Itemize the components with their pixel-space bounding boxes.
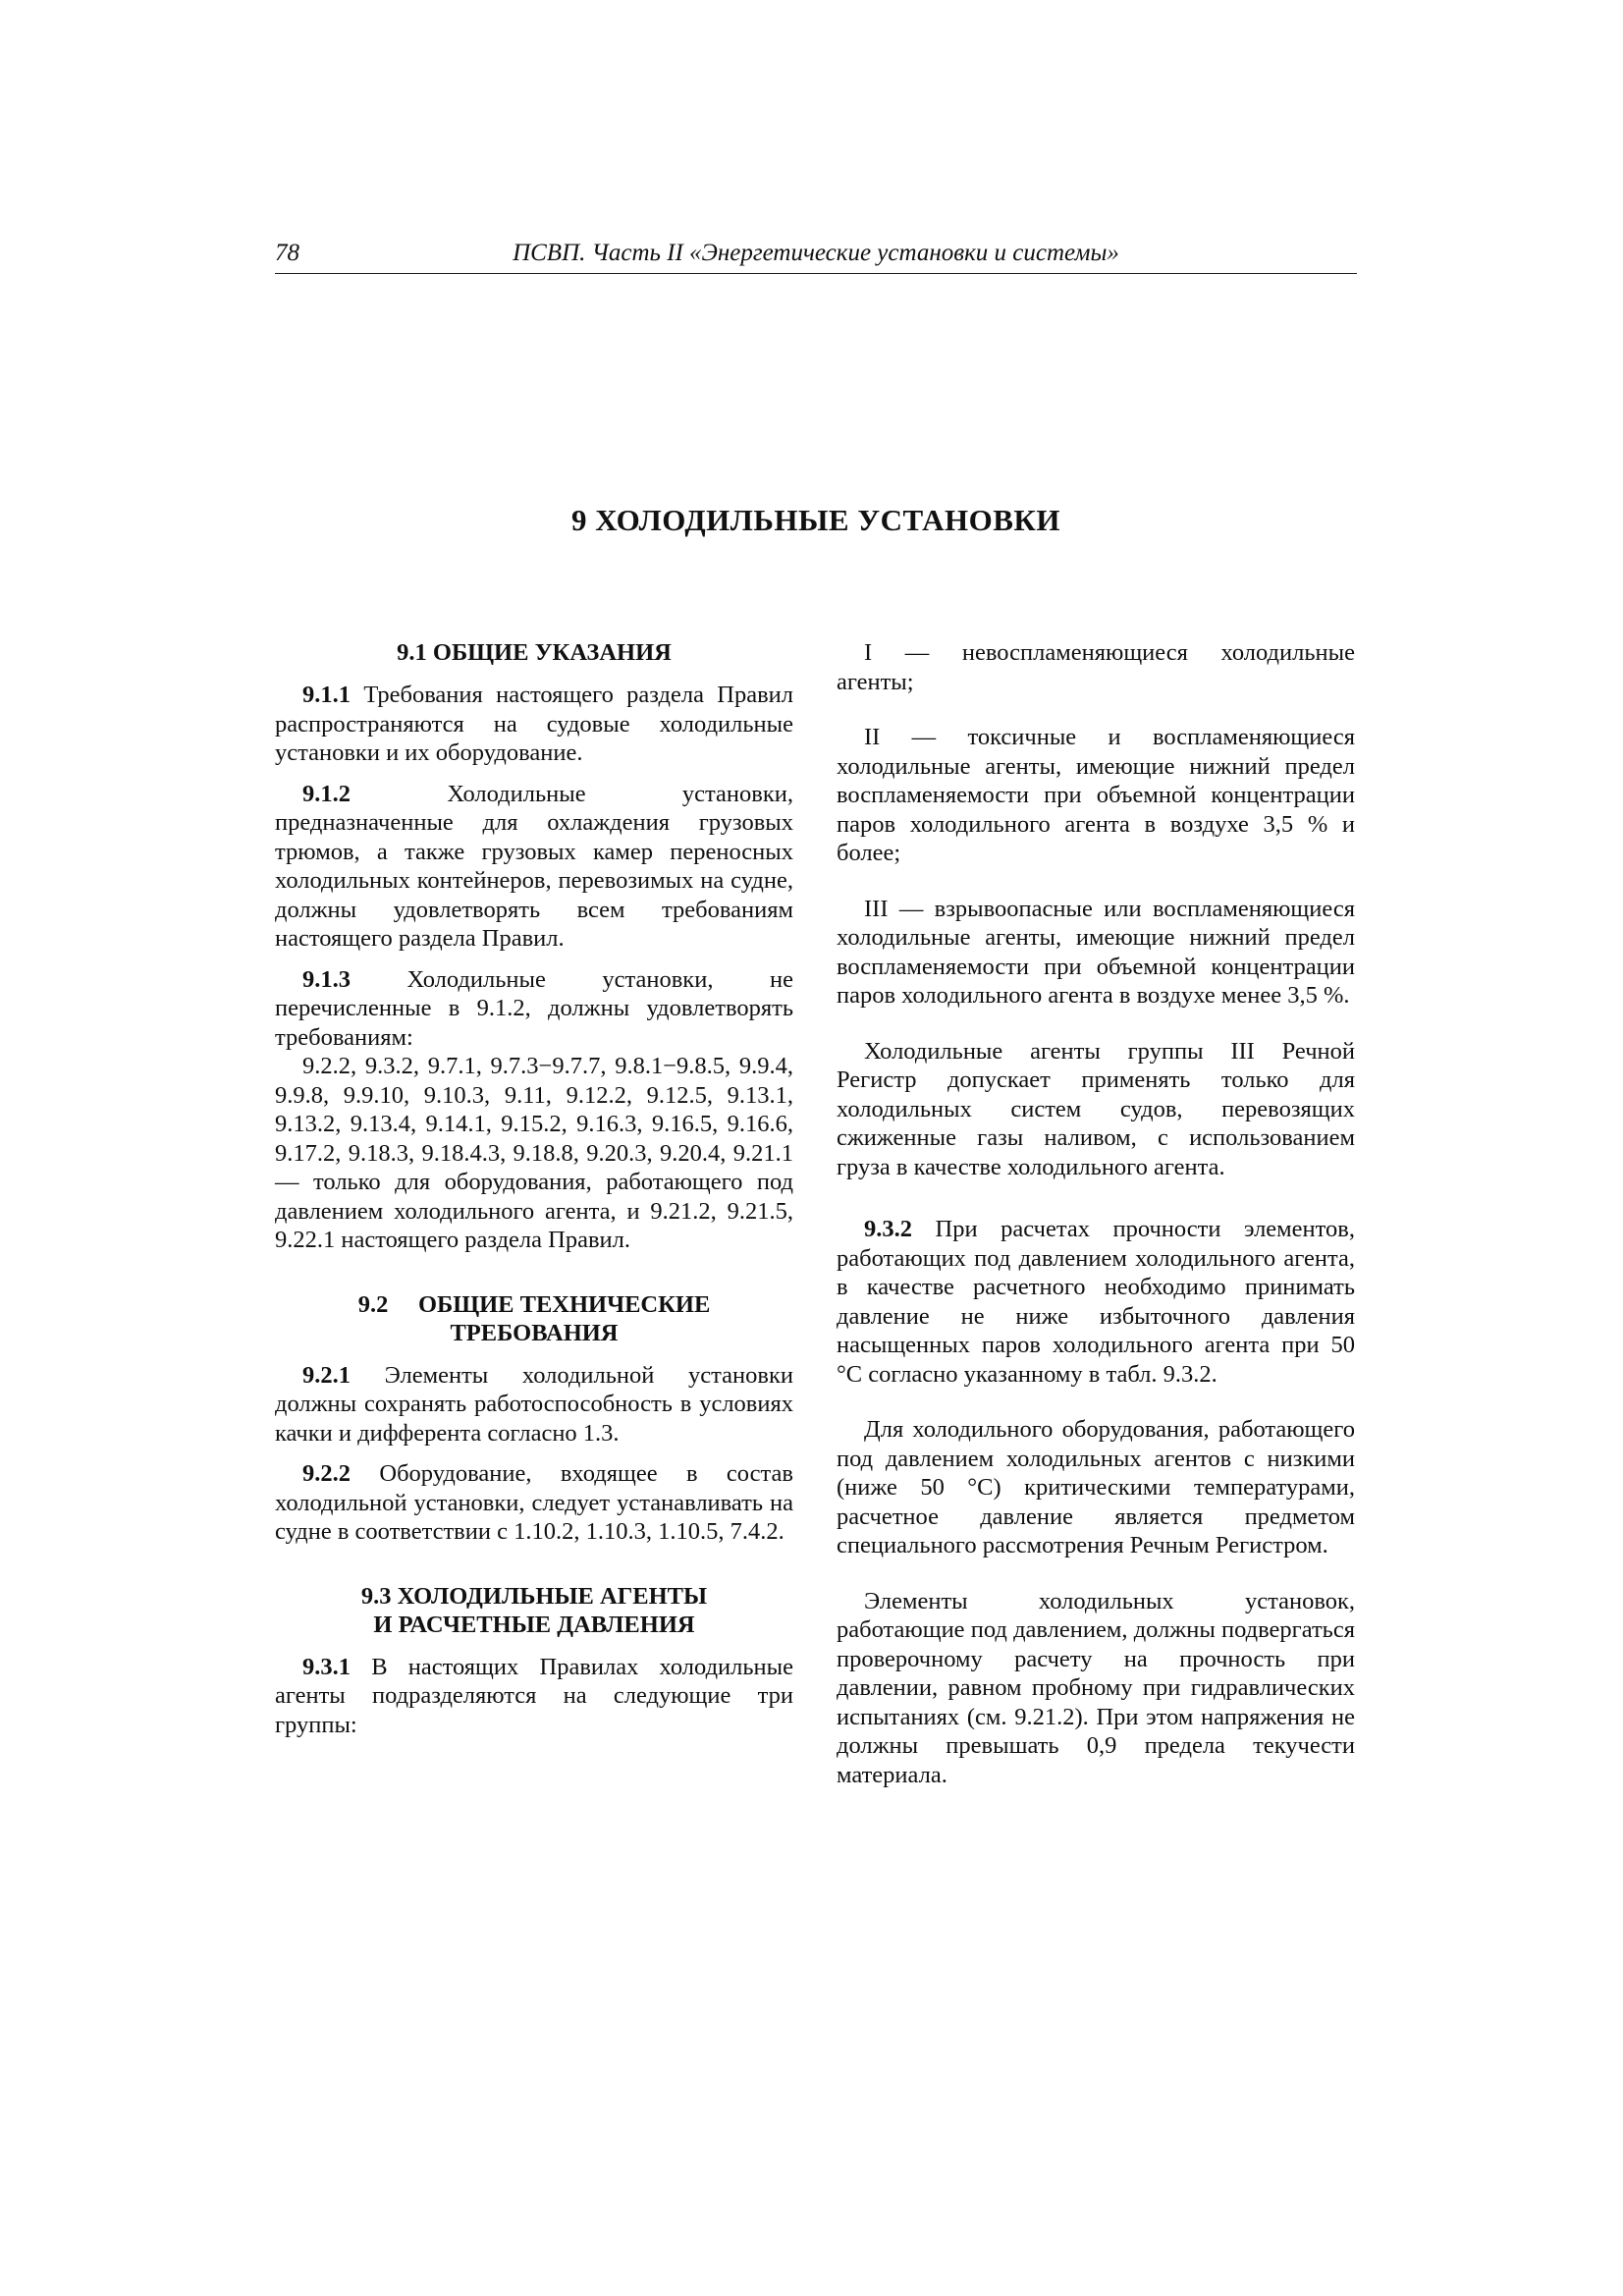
clause-number: 9.1.3 bbox=[302, 965, 351, 993]
clause-number: 9.1.1 bbox=[302, 682, 351, 708]
reference-list: 9.2.2, 9.3.2, 9.7.1, 9.7.3−9.7.7, 9.8.1−9.8.5, 9.9.4, 9.9.8, 9.9.10, 9.10.3, 9.11, 9.12.2, 9.12.5, 9.13.1, 9.13.2, 9.13.4, 9.14.1, 9.15.2, 9.16.3, 9.16.5, 9.16.6, 9.17.2, 9.18.3, 9.18.4.3, 9.18.8, 9.20.3, 9.20.4, 9.21.1 — только для оборудования, работающего под давлением холодильного агента, и 9.21.2, 9.21.5, 9.22.1 настоящего раздела Правил. bbox=[275, 1053, 793, 1253]
clause-text: Требования настоящего раздела Правил распространяются на судовые холодильные установки и их оборудование. bbox=[275, 682, 793, 766]
heading-line: 9.3 ХОЛОДИЛЬНЫЕ АГЕНТЫ bbox=[360, 1582, 708, 1610]
clause-number: 9.2.1 bbox=[302, 1361, 351, 1389]
clause-text: Элементы холодильной установки должны сохранять работоспособность в условиях качки и дифферента согласно 1.3. bbox=[275, 1361, 793, 1447]
section-heading-9-2 bbox=[275, 1290, 793, 1347]
refrigerant-group-1: I — невоспламеняющиеся холодильные агенты; bbox=[837, 639, 1355, 695]
clause-text: При расчетах прочности элементов, работающих под давлением холодильного агента, в качестве расчетного необходимо принимать давление не ниже избыточного давления насыщенных паров холодильного агента при 50 °С согласно указанному в табл. 9.3.2. bbox=[837, 1216, 1355, 1388]
clause-text: Холодильные установки, предназначенные для охлаждения грузовых трюмов, а также грузовых камер переносных холодильных контейнеров, перевозимых на судне, должны удовлетворять всем требованиям настоящего раздела Правил. bbox=[275, 780, 793, 952]
paragraph-9-3-2 bbox=[837, 1215, 1355, 1389]
section-heading-9-3 bbox=[275, 1582, 793, 1639]
running-header bbox=[275, 240, 1357, 274]
paragraph-9-2-2 bbox=[275, 1459, 793, 1547]
clause-number: 9.3.2 bbox=[864, 1216, 912, 1242]
clause-number: 9.1.2 bbox=[302, 780, 351, 807]
paragraph-9-3-2-note-1: Для холодильного оборудования, работающего под давлением холодильных агентов с низкими (ниже 50 °С) критическими температурами, расчетное давление является предметом специального рассмотрения Речным Регистром. bbox=[837, 1416, 1355, 1558]
paragraph-9-2-1 bbox=[275, 1361, 793, 1449]
paragraph-9-1-1 bbox=[275, 681, 793, 768]
left-column bbox=[275, 638, 793, 1751]
paragraph-9-1-2 bbox=[275, 780, 793, 954]
clause-number: 9.3.1 bbox=[302, 1653, 351, 1680]
heading-line: И РАСЧЕТНЫЕ ДАВЛЕНИЯ bbox=[373, 1611, 695, 1638]
refrigerant-group-3: III — взрывоопасные или воспламеняющиеся холодильные агенты, имеющие нижний предел воспламеняемости при объемной концентрации паров холодильного агента в воздухе менее 3,5 %. bbox=[837, 895, 1355, 1009]
heading-line: 9.2 ОБЩИЕ ТЕХНИЧЕСКИЕ bbox=[357, 1290, 711, 1318]
paragraph-9-1-3 bbox=[275, 965, 793, 1053]
group-3-note: Холодильные агенты группы III Речной Регистр допускает применять только для холодильных систем судов, перевозящих сжиженные газы наливом, с использованием груза в качестве холодильного агента. bbox=[837, 1037, 1355, 1180]
refrigerant-group-2: II — токсичные и воспламеняющиеся холодильные агенты, имеющие нижний предел воспламеняемости при объемной концентрации паров холодильного агента в воздухе 3,5 % и более; bbox=[837, 724, 1355, 866]
clause-number: 9.2.2 bbox=[302, 1460, 351, 1487]
clause-text: Холодильные установки, не перечисленные в 9.1.2, должны удовлетворять требованиям: bbox=[275, 965, 793, 1051]
page-number: 78 bbox=[275, 240, 299, 266]
running-title: ПСВП. Часть II «Энергетические установки и системы» bbox=[513, 240, 1119, 266]
paragraph-9-3-2-note-2: Элементы холодильных установок, работающие под давлением, должны подвергаться проверочному расчету на прочность при давлении, равном пробному при гидравлических испытаниях (см. 9.21.2). При этом напряжения не должны превышать 0,9 предела текучести материала. bbox=[837, 1587, 1355, 1788]
section-heading-9-1: 9.1 ОБЩИЕ УКАЗАНИЯ bbox=[397, 639, 672, 666]
paragraph-9-3-1 bbox=[275, 1653, 793, 1740]
clause-text: Оборудование, входящее в состав холодильной установки, следует устанавливать на судне в соответствии с 1.10.2, 1.10.3, 1.10.5, 7.4.2. bbox=[275, 1460, 793, 1545]
chapter-title: 9 ХОЛОДИЛЬНЫЕ УСТАНОВКИ bbox=[571, 503, 1060, 537]
clause-text: В настоящих Правилах холодильные агенты подразделяются на следующие три группы: bbox=[275, 1653, 793, 1738]
right-column bbox=[837, 638, 1355, 1816]
heading-line: ТРЕБОВАНИЯ bbox=[450, 1319, 619, 1346]
